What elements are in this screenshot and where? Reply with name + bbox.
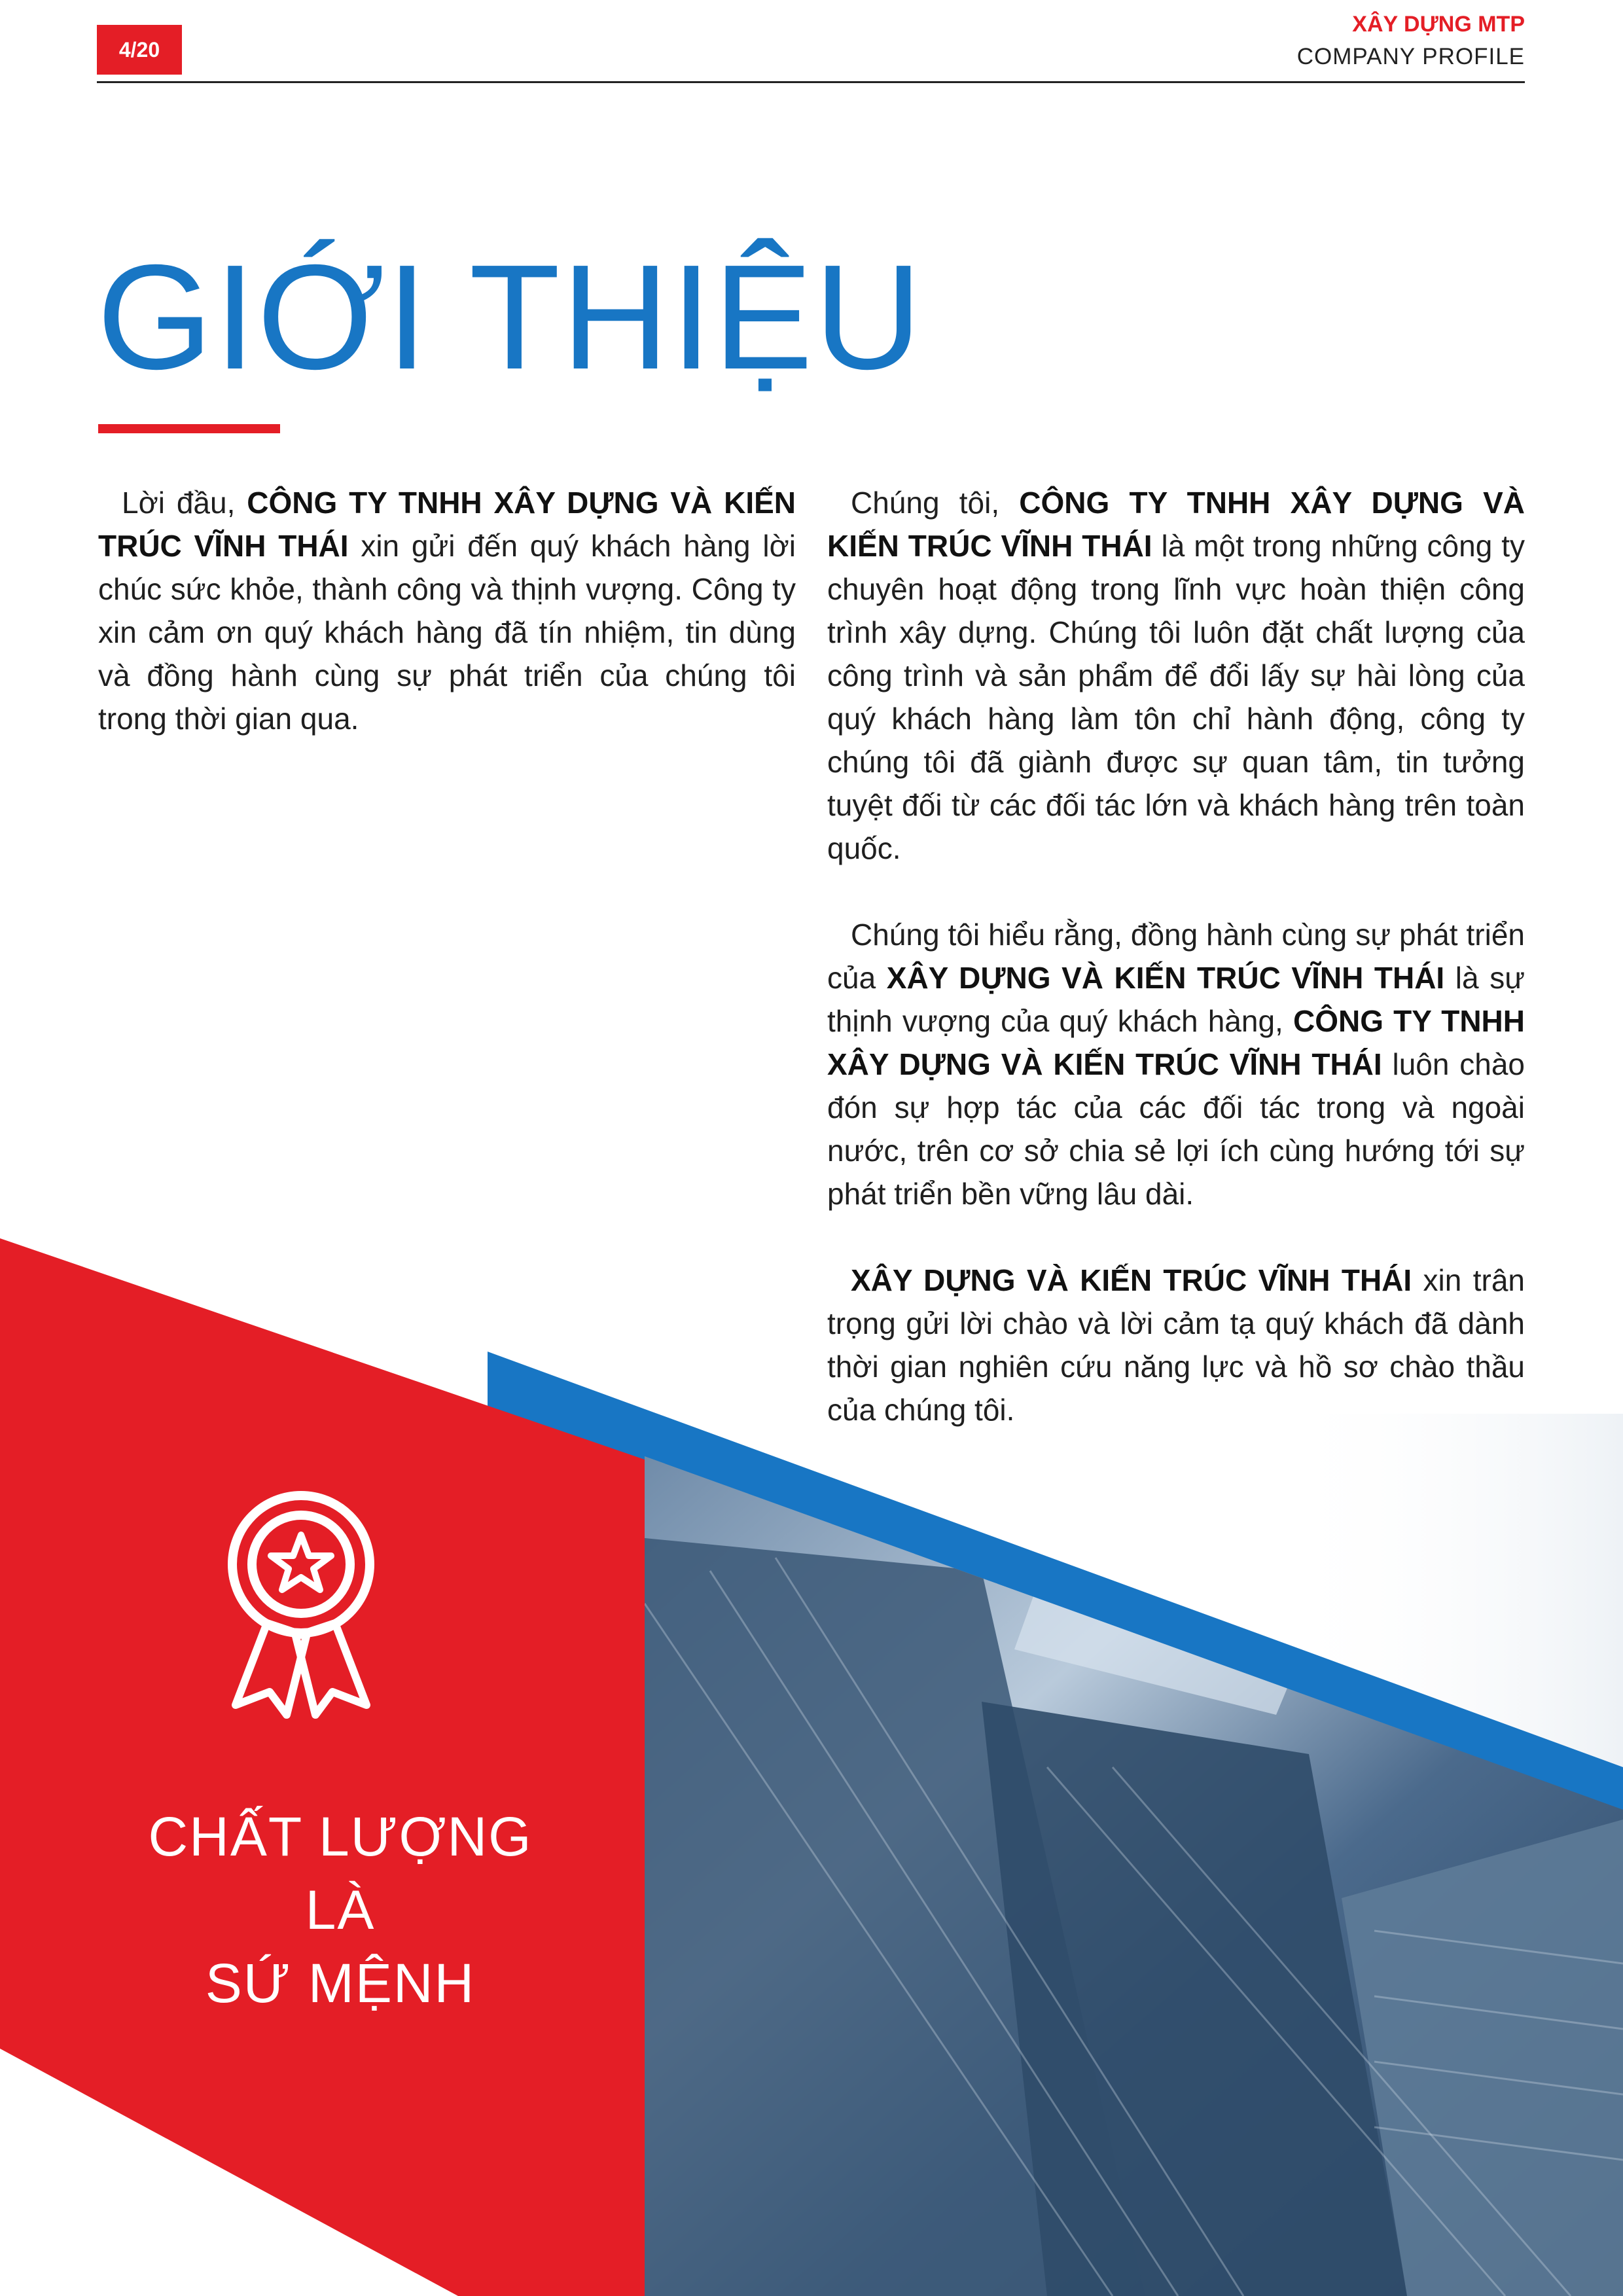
text-span: là một trong những công ty chuyên hoạt động trong lĩnh vực hoàn thiện công trình xây dựng. Chúng tôi luôn đặt chất lượng của công trình và sản phẩm để đổi lấy sự hài lòng của quý khách hàng làm tôn chỉ hành động, công ty chúng tôi đã giành được sự quan tâm, tin tưởng tuyệt đối từ các đối tác lớn và khách hàng trên toàn quốc.	[827, 529, 1525, 865]
company-name-bold: XÂY DỰNG VÀ KIẾN TRÚC VĨNH THÁI	[851, 1263, 1412, 1297]
brand-subtitle: COMPANY PROFILE	[1296, 44, 1525, 69]
company-name-bold: XÂY DỰNG VÀ KIẾN TRÚC VĨNH THÁI	[886, 961, 1445, 995]
award-ribbon-star-icon	[216, 1489, 386, 1725]
text-span: Chúng tôi hiểu rằng, đồng hành cùng sự phát triển của	[827, 918, 1525, 995]
slogan	[46, 1800, 635, 2020]
intro-paragraph-2	[827, 481, 1525, 870]
company-name-bold: CÔNG TY TNHH XÂY DỰNG VÀ KIẾN TRÚC VĨNH THÁI	[98, 486, 796, 563]
text-span: là sự thịnh vượng của quý khách hàng,	[827, 961, 1525, 1038]
company-name-bold: CÔNG TY TNHH XÂY DỰNG VÀ KIẾN TRÚC VĨNH THÁI	[827, 486, 1525, 563]
slogan-line-1: CHẤT LƯỢNG	[148, 1806, 533, 1867]
header-divider	[97, 81, 1525, 83]
page-indicator: 4/20	[97, 25, 182, 75]
decorative-graphic	[0, 1230, 1623, 2296]
header-brand	[1297, 8, 1525, 73]
text-span: xin trân trọng gửi lời chào và lời cảm tạ quý khách đã dành thời gian nghiên cứu năng lực và hồ sơ chào thầu của chúng tôi.	[827, 1263, 1525, 1427]
text-span: Lời đầu,	[122, 486, 247, 520]
title-underline	[98, 424, 280, 433]
brand-name: XÂY DỰNG MTP	[1352, 12, 1525, 37]
text-span: luôn chào đón sự hợp tác của các đối tác trong và ngoài nước, trên cơ sở chia sẻ lợi ích cùng hướng tới sự phát triển bền vững lâu dài.	[827, 1047, 1525, 1211]
intro-paragraph-3	[827, 913, 1525, 1215]
intro-paragraph-1	[98, 481, 796, 740]
company-name-bold: CÔNG TY TNHH XÂY DỰNG VÀ KIẾN TRÚC VĨNH THÁI	[827, 1004, 1525, 1081]
page-title: GIỚI THIỆU	[97, 234, 923, 401]
intro-left-column	[98, 481, 796, 783]
text-span: xin gửi đến quý khách hàng lời chúc sức khỏe, thành công và thịnh vượng. Công ty xin cảm ơn quý khách hàng đã tín nhiệm, tin dùng và đồng hành cùng sự phát triển của chúng tôi trong thời gian qua.	[98, 529, 796, 736]
text-span: Chúng tôi,	[851, 486, 1020, 520]
slogan-line-2: LÀ	[305, 1879, 376, 1941]
slogan-line-3: SỨ MỆNH	[205, 1952, 476, 2014]
